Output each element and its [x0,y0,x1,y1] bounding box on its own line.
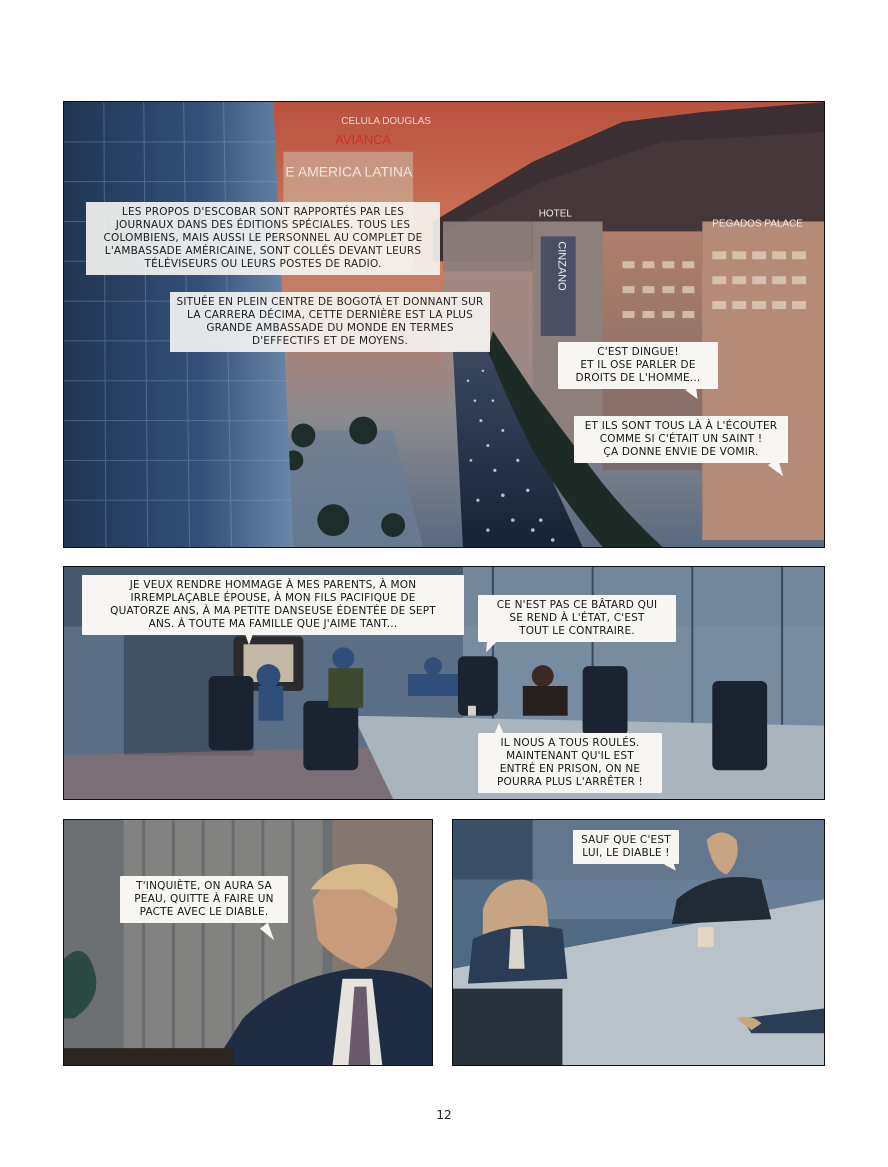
bubble-tail [494,723,504,735]
building-right [702,221,824,540]
narration-caption-embassy: SITUÉE EN PLEIN CENTRE DE BOGOTÁ ET DONNANT SUR LA CARRERA DÉCIMA, CETTE DERNIÈRE EST LA PLUS GRANDE AMBASSADE DU MONDE EN TERMES D'EFFECTIFS ET DE MOYENS. [170,292,490,352]
panel-man-closeup [63,819,433,1066]
speech-bubble-roules: IL NOUS A TOUS ROULÉS. MAINTENANT QU'IL EST ENTRÉ EN PRISON, ON NE POURRA PLUS L'ARRÊTER ! [478,733,662,793]
sign-hotel: HOTEL [538,208,572,220]
office-chair [209,676,254,750]
sign-palace: PEGADOS PALACE [712,218,803,230]
panel-two-men-table [452,819,825,1066]
sign-avianca: AVIANCA [335,131,392,147]
sign-top: CELULA DOUGLAS [341,115,431,127]
panel-conference-room [63,566,825,800]
speech-bubble-vomir: ET ILS SONT TOUS LÀ À L'ÉCOUTER COMME SI C'ÉTAIT UN SAINT ! ÇA DONNE ENVIE DE VOMIR. [574,416,788,463]
speech-bubble-lui-le-diable: SAUF QUE C'EST LUI, LE DIABLE ! [573,830,679,864]
speech-bubble-diable: T'INQUIÈTE, ON AURA SA PEAU, QUITTE À FAIRE UN PACTE AVEC LE DIABLE. [120,876,288,923]
mug [698,927,714,947]
speech-bubble-batard: CE N'EST PAS CE BÂTARD QUI SE REND À L'ÉTAT, C'EST TOUT LE CONTRAIRE. [478,595,676,642]
narration-caption-escobar: LES PROPOS D'ESCOBAR SONT RAPPORTÉS PAR LES JOURNAUX DANS DES ÉDITIONS SPÉCIALES. TOUS LES COLOMBIENS, MAIS AUSSI LE PERSONNEL AU COMPLET DE L'AMBASSADE AMÉRICAINE, SONT COLLÉS DEVANT LEURS TÉLÉVISEURS OU LEURS POSTES DE RADIO. [86,202,440,275]
closeup-illustration [64,820,432,1065]
page-number: 12 [436,1108,452,1122]
speech-bubble-hommage: JE VEUX RENDRE HOMMAGE À MES PARENTS, À MON IRREMPLAÇABLE ÉPOUSE, À MON FILS PACIFIQUE DE QUATORZE ANS, À MA PETITE DANSEUSE ÉDENTÉE DE SEPT ANS. À TOUTE MA FAMILLE QUE J'AIME TANT... [82,575,464,635]
sign-cinzano: CINZANO [555,241,568,291]
speech-bubble-dingue: C'EST DINGUE! ET IL OSE PARLER DE DROITS DE L'HOMME... [558,342,718,389]
bubble-tail [244,631,254,645]
panel-city-view [63,101,825,548]
sign-america-latina: E AMERICA LATINA [285,163,413,180]
